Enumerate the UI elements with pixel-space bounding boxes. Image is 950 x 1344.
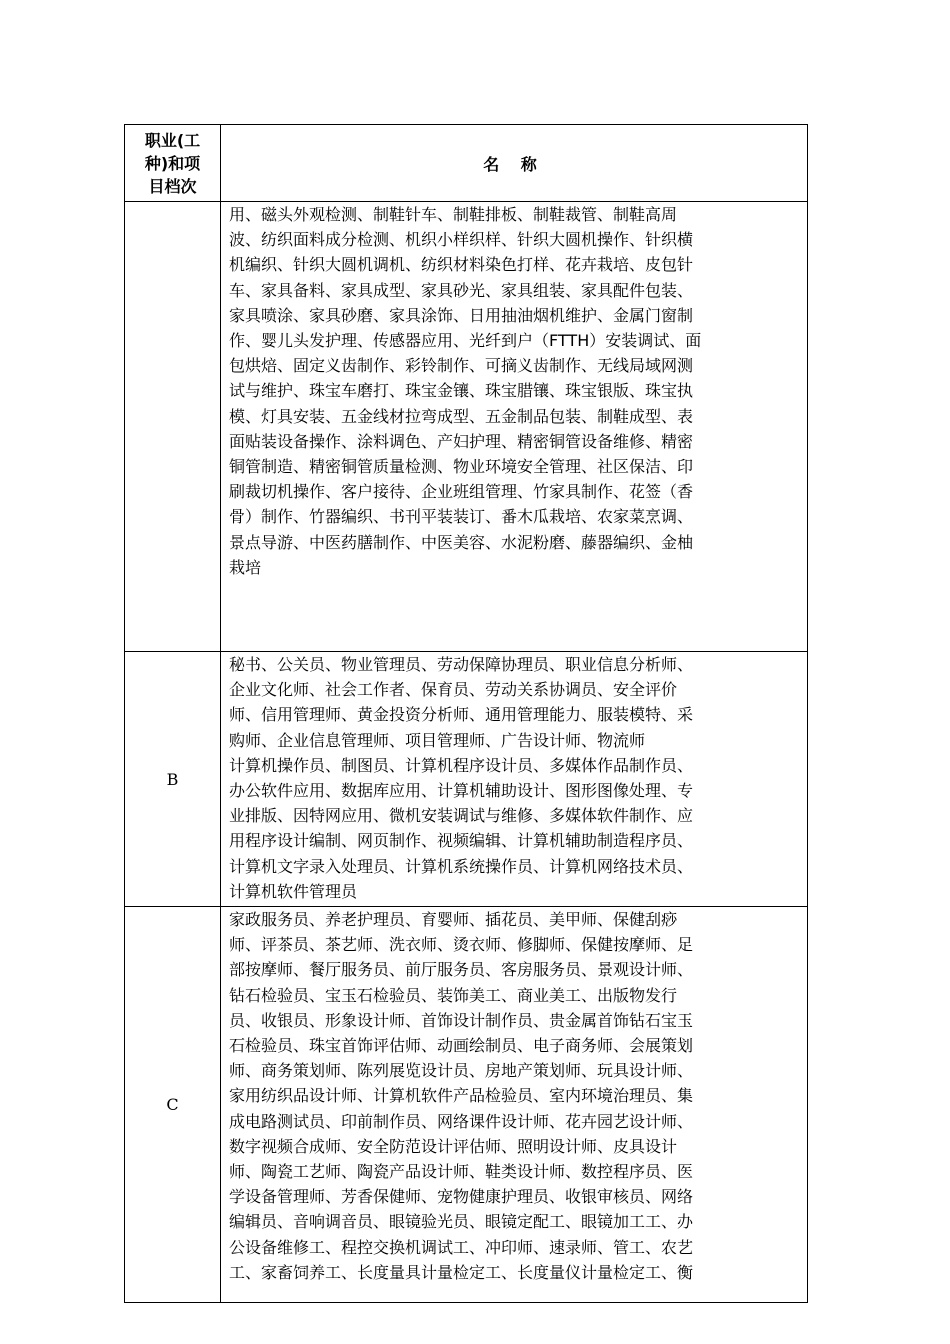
occupation-names-cell (221, 652, 808, 907)
occupation-names-line: 用、磁头外观检测、制鞋针车、制鞋排板、制鞋裁管、制鞋高周 (229, 205, 678, 224)
occupation-names-line: 波、纺织面料成分检测、机织小样织样、针织大圆机操作、针织横 (229, 230, 694, 250)
occupation-names-line: 计算机软件管理员 (229, 881, 358, 901)
occupation-names-line: 师、评茶员、茶艺师、洗衣师、烫衣师、修脚师、保健按摩师、足 (229, 935, 694, 955)
header-name: 名 称 (221, 125, 808, 202)
occupation-names-cell (221, 202, 808, 652)
occupation-names-line: 业排版、因特网应用、微机安装调试与维修、多媒体软件制作、应 (229, 806, 694, 826)
occupation-names-cell (221, 907, 808, 1303)
occupation-names-line: 师、信用管理师、黄金投资分析师、通用管理能力、服装模特、采 (229, 705, 694, 725)
header-occupation-grade (125, 125, 221, 202)
occupation-names-line: 试与维护、珠宝车磨打、珠宝金镶、珠宝腊镶、珠宝银版、珠宝执 (229, 381, 694, 401)
occupation-names-line: 钻石检验员、宝玉石检验员、装饰美工、商业美工、出版物发行 (229, 985, 678, 1005)
occupation-names-line: 骨）制作、竹器编织、书刊平装装订、番木瓜栽培、农家菜烹调、 (229, 507, 694, 527)
occupation-names-line: 企业文化师、社会工作者、保育员、劳动关系协调员、安全评价 (229, 680, 678, 700)
occupation-names-line: 学设备管理师、芳香保健师、宠物健康护理员、收银审核员、网络 (229, 1187, 694, 1207)
occupation-names-line: 包烘焙、固定义齿制作、彩铃制作、可摘义齿制作、无线局域网测 (229, 356, 694, 376)
occupation-names-line: 公设备维修工、程控交换机调试工、冲印师、速录师、管工、农艺 (229, 1237, 694, 1257)
occupation-names-line: 家具喷涂、家具砂磨、家具涂饰、日用抽油烟机维护、金属门窗制 (229, 305, 694, 325)
occupation-names-line: 购师、企业信息管理师、项目管理师、广告设计师、物流师 (229, 730, 646, 750)
occupation-names-line: 模、灯具安装、五金线材拉弯成型、五金制品包装、制鞋成型、表 (229, 406, 694, 426)
occupation-names-line: 栽培 (229, 557, 262, 577)
occupation-names-line: 数字视频合成师、安全防范设计评估师、照明设计师、皮具设计 (229, 1136, 678, 1156)
grade-cell: C (125, 907, 221, 1303)
occupation-names-line: 师、商务策划师、陈列展览设计员、房地产策划师、玩具设计师、 (229, 1061, 694, 1081)
occupation-names-line: 家政服务员、养老护理员、育婴师、插花员、美甲师、保健刮痧 (229, 910, 678, 930)
table-header-row (125, 125, 808, 202)
occupation-names-line: 铜管制造、精密铜管质量检测、物业环境安全管理、社区保洁、印 (229, 457, 694, 477)
occupation-names-line: 景点导游、中医药膳制作、中医美容、水泥粉磨、藤器编织、金柚 (229, 532, 694, 552)
header-line: 种)和项 (144, 153, 201, 173)
occupation-names-line: 部按摩师、餐厅服务员、前厅服务员、客房服务员、景观设计师、 (229, 960, 694, 980)
occupation-names-line: 用程序设计编制、网页制作、视频编辑、计算机辅助制造程序员、 (229, 831, 694, 851)
occupation-names-line: 工、家畜饲养工、长度量具计量检定工、长度量仪计量检定工、衡 (229, 1262, 694, 1282)
table-row (125, 202, 808, 652)
header-line: 职业(工 (144, 130, 201, 150)
occupation-names-line: 秘书、公关员、物业管理员、劳动保障协理员、职业信息分析师、 (229, 655, 694, 674)
occupation-names-line: 机编织、针织大圆机调机、纺织材料染色打样、花卉栽培、皮包针 (229, 255, 694, 275)
occupation-names-line: 编辑员、音响调音员、眼镜验光员、眼镜定配工、眼镜加工工、办 (229, 1212, 694, 1232)
occupation-names-line: 家用纺织品设计师、计算机软件产品检验员、室内环境治理员、集 (229, 1086, 694, 1106)
table-row (125, 907, 808, 1303)
occupation-names-line: 刷裁切机操作、客户接待、企业班组管理、竹家具制作、花签（香 (229, 482, 694, 502)
header-line: 目档次 (148, 176, 197, 196)
grade-cell (125, 202, 221, 652)
occupation-names-line: 办公软件应用、数据库应用、计算机辅助设计、图形图像处理、专 (229, 781, 694, 801)
occupation-names-line: 师、陶瓷工艺师、陶瓷产品设计师、鞋类设计师、数控程序员、医 (229, 1162, 694, 1182)
table-row (125, 652, 808, 907)
occupation-names-line: 员、收银员、形象设计师、首饰设计制作员、贵金属首饰钻石宝玉 (229, 1010, 694, 1030)
occupation-names-line: 石检验员、珠宝首饰评估师、动画绘制员、电子商务师、会展策划 (229, 1036, 694, 1056)
occupation-names-line: 车、家具备料、家具成型、家具砂光、家具组装、家具配件包装、 (229, 280, 694, 300)
occupation-names-line: 成电路测试员、印前制作员、网络课件设计师、花卉园艺设计师、 (229, 1111, 694, 1131)
grade-cell: B (125, 652, 221, 907)
occupation-names-line: 计算机文字录入处理员、计算机系统操作员、计算机网络技术员、 (229, 856, 694, 876)
occupation-names-line: 面贴装设备操作、涂料调色、产妇护理、精密铜管设备维修、精密 (229, 431, 694, 451)
occupation-names-line: 计算机操作员、制图员、计算机程序设计员、多媒体作品制作员、 (229, 755, 694, 775)
occupation-grade-table (124, 124, 808, 1303)
occupation-names-line: 作、婴儿头发护理、传感器应用、光纤到户（FTTH）安装调试、面 (229, 331, 702, 351)
